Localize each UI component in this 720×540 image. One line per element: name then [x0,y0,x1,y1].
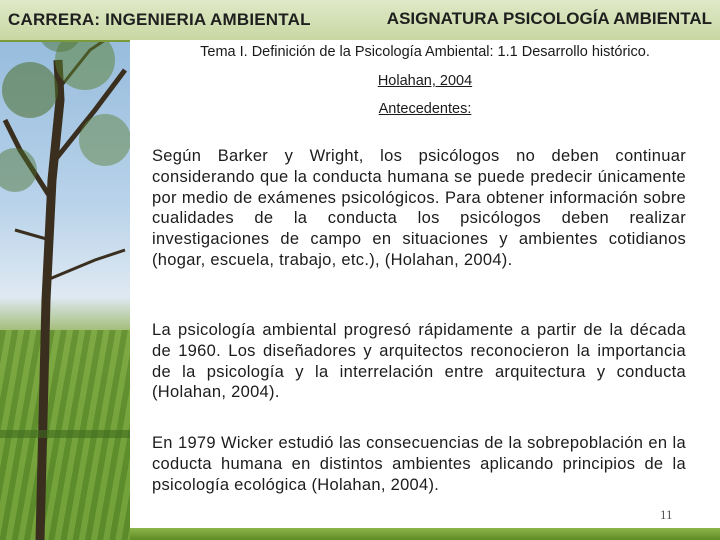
paragraph-1960s: La psicología ambiental progresó rápidamente a partir de la década de 1960. Los diseñadores y arquitectos reconocieron la importancia de la psicología y la interrelación entre arquitectura y conducta (Holahan, 2004). [152,321,686,402]
section-label: Antecedentes: [378,101,472,117]
subject-title: ASIGNATURA PSICOLOGÍA AMBIENTAL [386,9,712,28]
paragraph-barker-wright: Según Barker y Wright, los psicólogos no deben continuar considerando que la conducta humana se puede predecir únicamente por medio de exámenes psicológicos. Para obtener información sobre cualidades de la conducta los psicólogos deben realizar investigaciones de campo en situaciones y ambientes cotidianos (hogar, escuela, trabajo, etc.), (Holahan, 2004). [152,147,686,269]
career-title: CARRERA: INGENIERIA AMBIENTAL [8,10,311,29]
page-number: 11 [660,507,673,522]
tree-image [0,0,130,540]
paragraph-wicker: En 1979 Wicker estudió las consecuencias de la sobrepoblación en la coducta humana en distintos ambientes aplicando principios de la psicología ecológica (Holahan, 2004). [152,434,686,494]
bottom-bar [130,528,720,540]
header-bar [0,0,720,42]
author-reference: Holahan, 2004 [377,73,473,89]
topic-title: Tema I. Definición de la Psicología Ambiental: 1.1 Desarrollo histórico. [200,44,650,60]
